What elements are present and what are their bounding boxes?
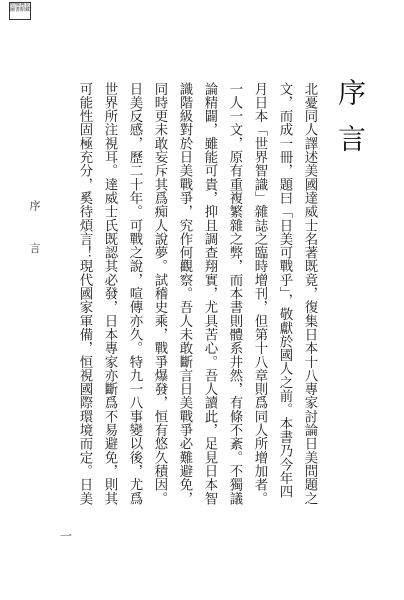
running-head: 序 言: [28, 200, 41, 268]
text-column-5: 論精闢，雖能可貴，抑且調查翔實，尤具苦心。吾人讀此，足見日本智: [202, 82, 217, 506]
text-column-8: 日美反感，歷二十年。可戰之說，喧傳亦久。特九一八事變以後，尤爲: [127, 82, 142, 506]
text-column-2: 文，而成一冊，題曰「日美可戰乎」，敬獻於國人之前。本書乃今年四: [277, 82, 292, 499]
text-column-9: 世界所注視耳。達威士氏既認其必發，日本專家亦斷爲不易避免，則其: [102, 82, 117, 506]
page-title: 序言: [334, 78, 367, 170]
text-column-3: 月日本「世界智識」雜誌之臨時增刊，但第十八章則爲同人所增加者。: [252, 82, 267, 506]
text-column-10: 可能性固極充分，奚待煩言！現代國家軍備，恒視國際環境而定。日美: [77, 82, 92, 506]
page-number: 一: [60, 529, 73, 543]
library-stamp: 哈佛燕京圖書館藏: [9, 2, 31, 20]
text-column-7: 同時更未敢妄斥其爲痴人說夢。試稽史乘，戰爭爆發，恒有悠久積因。: [152, 82, 167, 506]
text-column-4: 一人一文，原有重複繁雜之弊，而本書則體系井然，有條不紊。不獨議: [227, 82, 242, 506]
text-column-1: 北憂同人譯述美國達威士名著既竟，復集日本十八專家討論日美問題之: [302, 82, 317, 506]
text-column-6: 識階級對於日美戰爭，究作何觀察。吾人未敢斷言日美戰爭必難避免，: [177, 82, 192, 506]
